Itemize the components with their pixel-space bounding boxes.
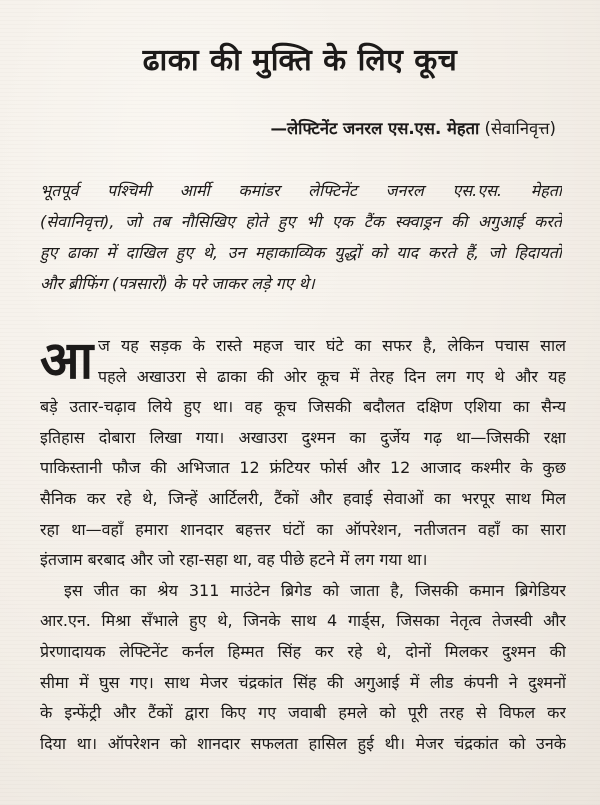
body-line: पाकिस्तानी फौज की अभिजात 12 फ्रंटियर फोर्स और 12 आजाद कश्मीर के कुछ [40,458,566,478]
body-line: प्रेरणादायक लेफ्टिनेंट कर्नल हिम्मत सिंह कर रहे थे, दोनों मिलकर दुश्मन की [40,641,566,661]
intro-line: भूतपूर्व पश्चिमी आर्मी कमांडर लेफ्टिनेंट जनरल एस.एस. मेहता [40,181,562,200]
body-line: रहा था—वहाँ हमारा शानदार बहत्तर घंटों का ऑपरेशन, नतीजतन वहाँ का सारा [40,519,566,539]
author-name: —लेफ्टिनेंट जनरल एस.एस. मेहता [270,119,480,138]
drop-cap: आ [40,331,92,391]
author-byline [271,118,557,140]
author-retired-note: (सेवानिवृत्त) [484,119,556,138]
article-title: ढाका की मुक्ति के लिए कूच [142,43,458,78]
body-line: इस जीत का श्रेय 311 माउंटेन ब्रिगेड को जाता है, जिसकी कमान ब्रिगेडियर [64,580,566,600]
body-line: इंतजाम बरबाद और जो रहा-सहा था, वह पीछे हटने में लग गया था। [40,550,428,570]
paragraph-1 [40,331,566,392]
body-line: दिया था। ऑपरेशन को शानदार सफलता हासिल हुई थी। मेजर चंद्रकांत को उनके [40,733,566,753]
body-line: सीमा में घुस गए। साथ मेजर चंद्रकांत सिंह की अगुआई में लीड कंपनी ने दुश्मनों [40,672,566,692]
body-line: बड़े उतार-चढ़ाव लिये हुए था। वह कूच जिसकी बदौलत दक्षिण एशिया का सैन्य [40,397,566,417]
body-line: के इन्फेंट्री और टैंकों द्वारा किए गए जवाबी हमले को पूरी तरह से विफल कर [40,703,566,723]
body-line: इतिहास दोबारा लिखा गया। अखाउरा दुश्मन का दुर्जेय गढ़ था—जिसकी रक्षा [40,427,566,447]
intro-paragraph [40,175,562,299]
body-line: ज यह सड़क के रास्ते महज चार घंटे का सफर है, लेकिन पचास साल [98,336,566,355]
intro-line: (सेवानिवृत्त), जो तब नौसिखिए होते हुए भी एक टैंक स्क्वाड्रन की अगुआई करते [40,212,562,231]
body-line: पहले अखाउरा से ढाका की ओर कूच में तेरह दिन लग गए थे और यह [98,366,566,386]
article-body [40,331,566,759]
intro-line: और ब्रीफिंग (पत्रसारों) के परे जाकर लड़े गए थे। [40,274,315,293]
intro-line: हुए ढाका में दाखिल हुए थे, उन महाकाव्यिक युद्धों को याद करते हैं, जो हिदायतों [40,243,562,262]
body-line: सैनिक कर रहे थे, जिन्हें आर्टिलरी, टैंकों और हवाई सेवाओं का भरपूर साथ मिल [40,488,566,508]
body-line: आर.एन. मिश्रा सँभाले हुए थे, जिनके साथ 4 गार्ड्स, जिसका नेतृत्व तेजस्वी और [40,611,566,631]
